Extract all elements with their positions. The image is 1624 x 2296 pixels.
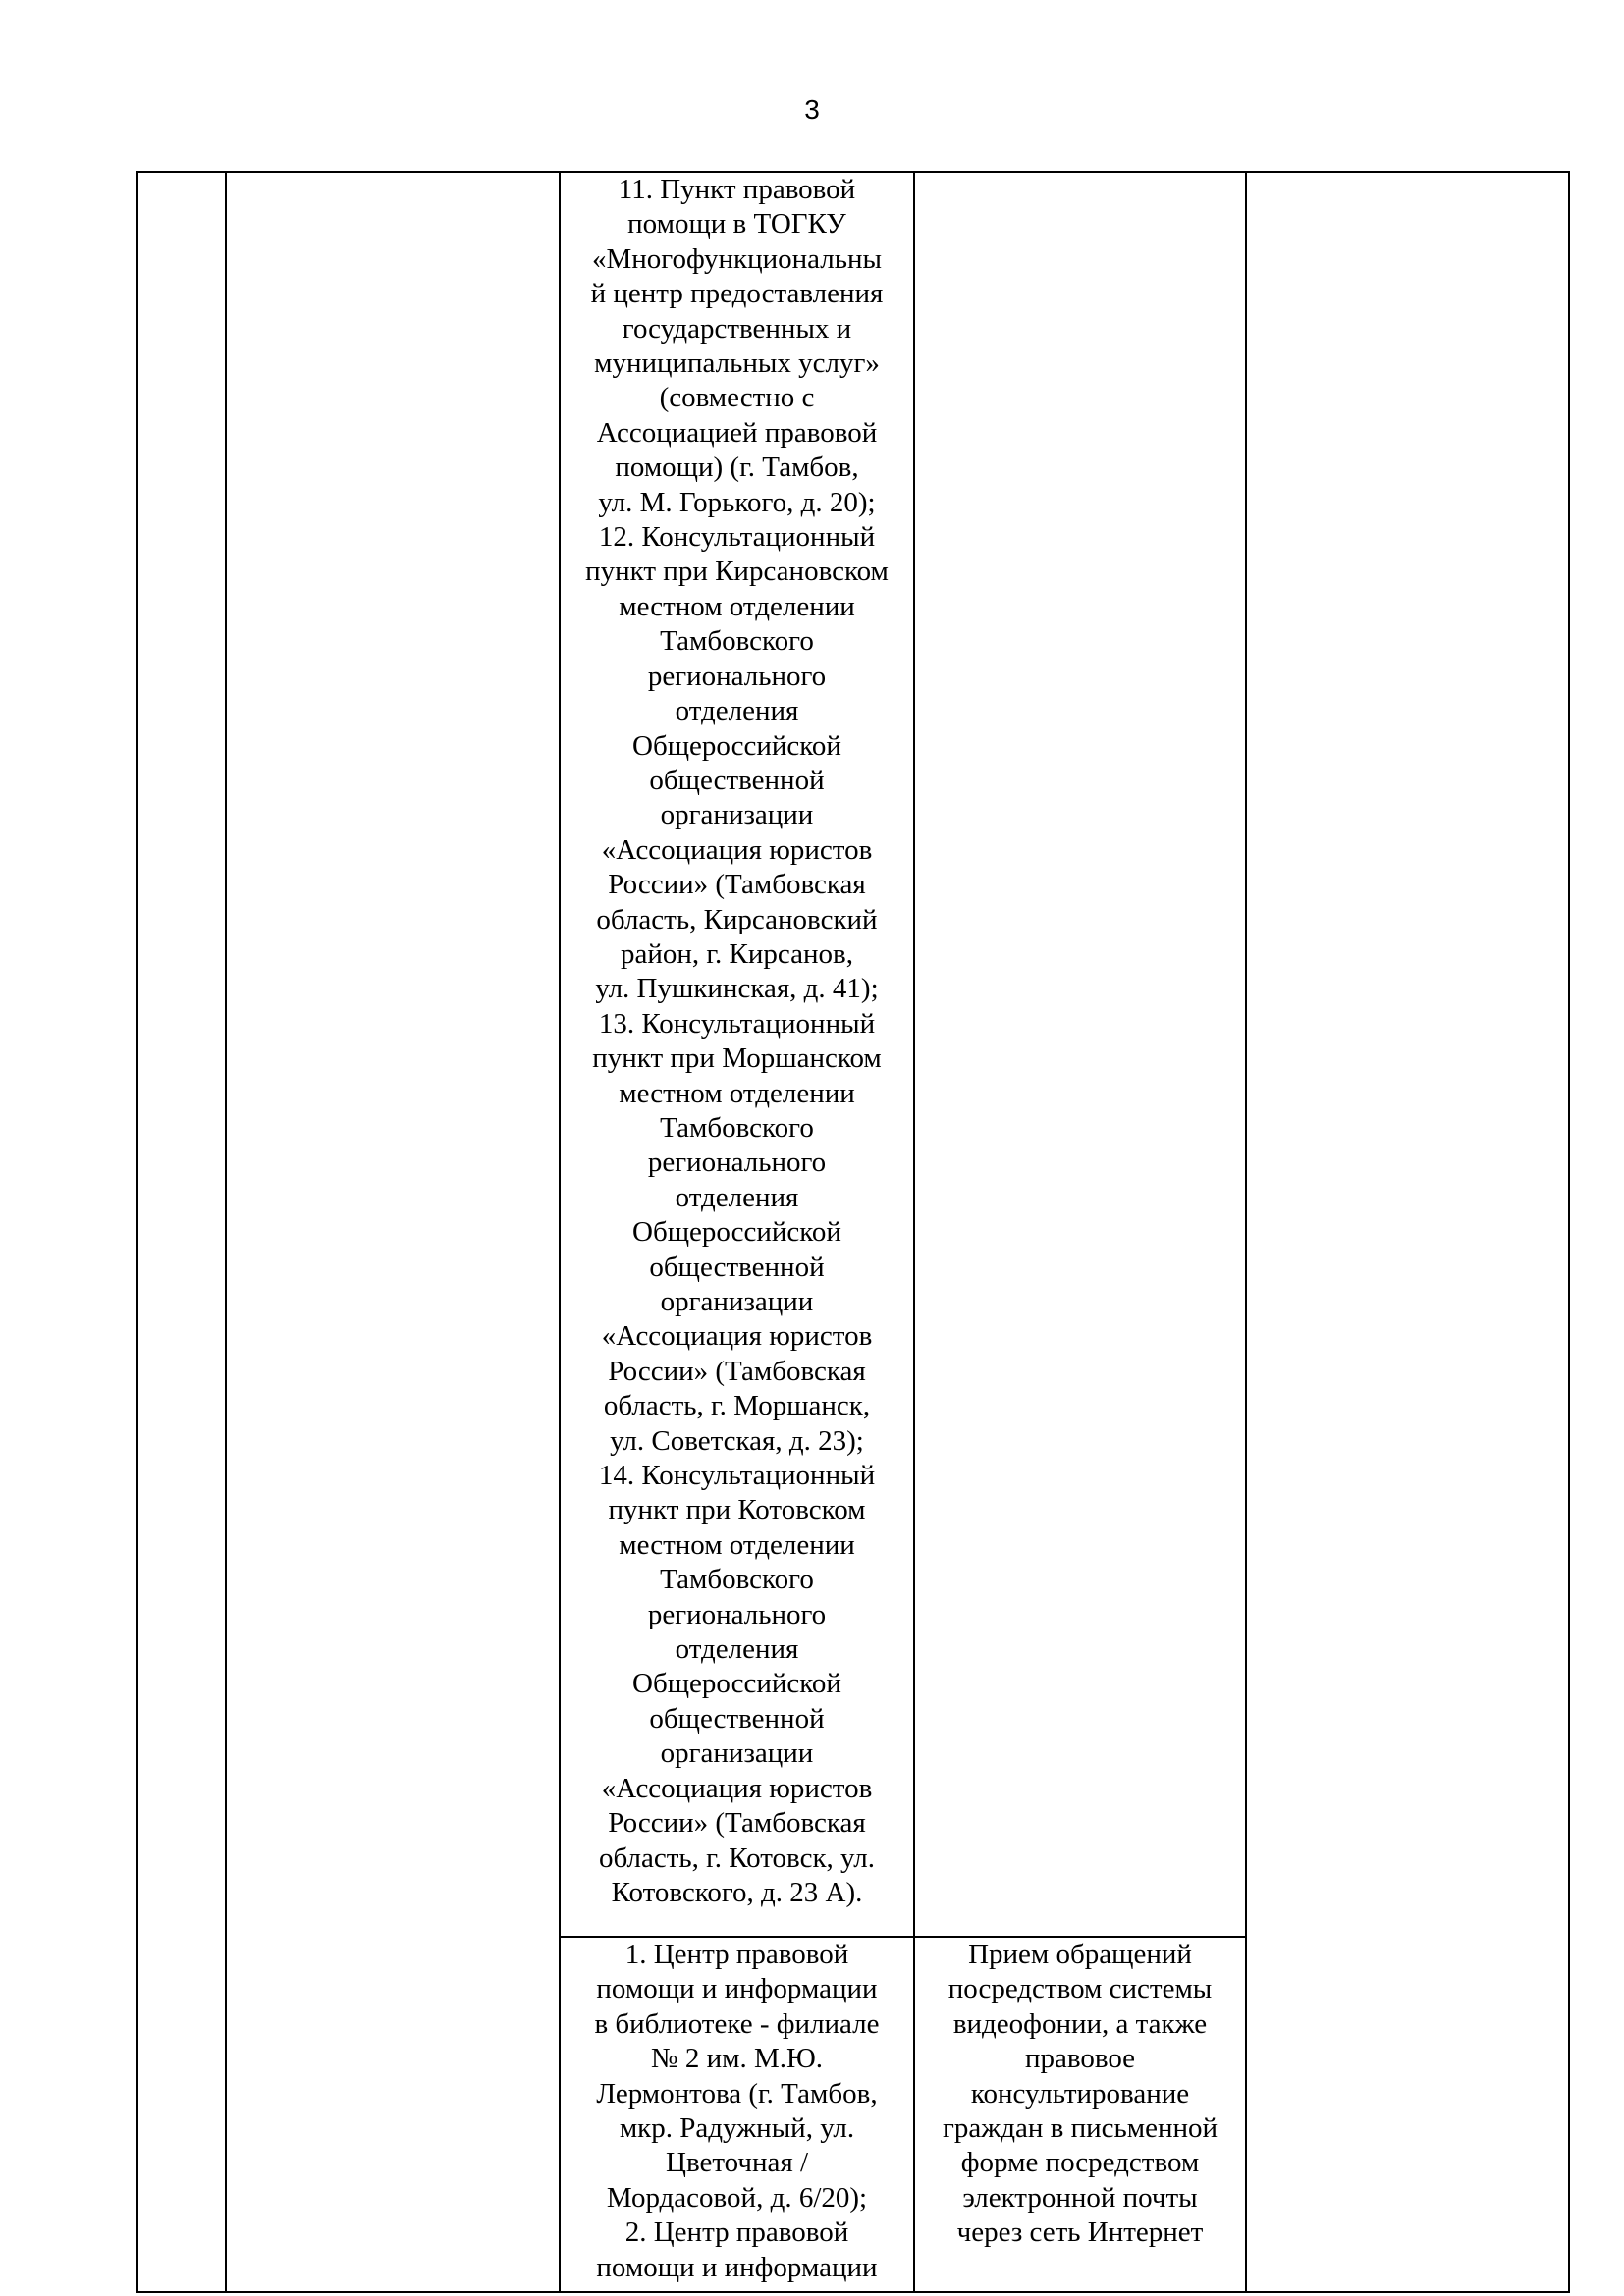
table-cell-row2-col4: Прием обращений посредством системы видеофонии, а также правовое консультирование граждан в письменной форме посредством электронной почты через сеть Интернет [942,1939,1218,2249]
table-column-divider-1 [225,171,227,2293]
table-column-divider-4 [1245,171,1247,2293]
table-border-left [136,171,138,2293]
table-cell-row2-col3: 1. Центр правовой помощи и информации в библиотеке - филиале № 2 им. М.Ю. Лермонтова (г. Тамбов, мкр. Радужный, ул. Цветочная / Мордасовой, д. 6/20); 2. Центр правовой помощи и информации [594,1939,880,2283]
table-border-bottom [136,2291,1570,2293]
table-border-right [1568,171,1570,2293]
page-number: 3 [804,94,820,125]
table-cell-row1-col3: 11. Пункт правовой помощи в ТОГКУ «Многофункциональны й центр предоставления государственных и муниципальных услуг» (совместно с Ассоциацией правовой помощи) (г. Тамбов, ул. М. Горького, д. 20); 12. Консультационный пункт при Кирсановском местном отделении Тамбовского регионального отделения Общероссийской общественной организации «Ассоциация юристов России» (Тамбовская область, Кирсановский район, г. Кирсанов, ул. Пушкинская, д. 41); 13. Консультационный пункт при Моршанском местном отделении Тамбовского регионального отделения Общероссийской общественной организации «Ассоциация юристов России» (Тамбовская область, г. Моршанск, ул. Советская, д. 23); 14. Консультационный пункт при Котовском местном отделении Тамбовского регионального отделения Общероссийской общественной организации «Ассоциация юристов России» (Тамбовская область, г. Котовск, ул. Котовского, д. 23 А). [585,174,889,1908]
